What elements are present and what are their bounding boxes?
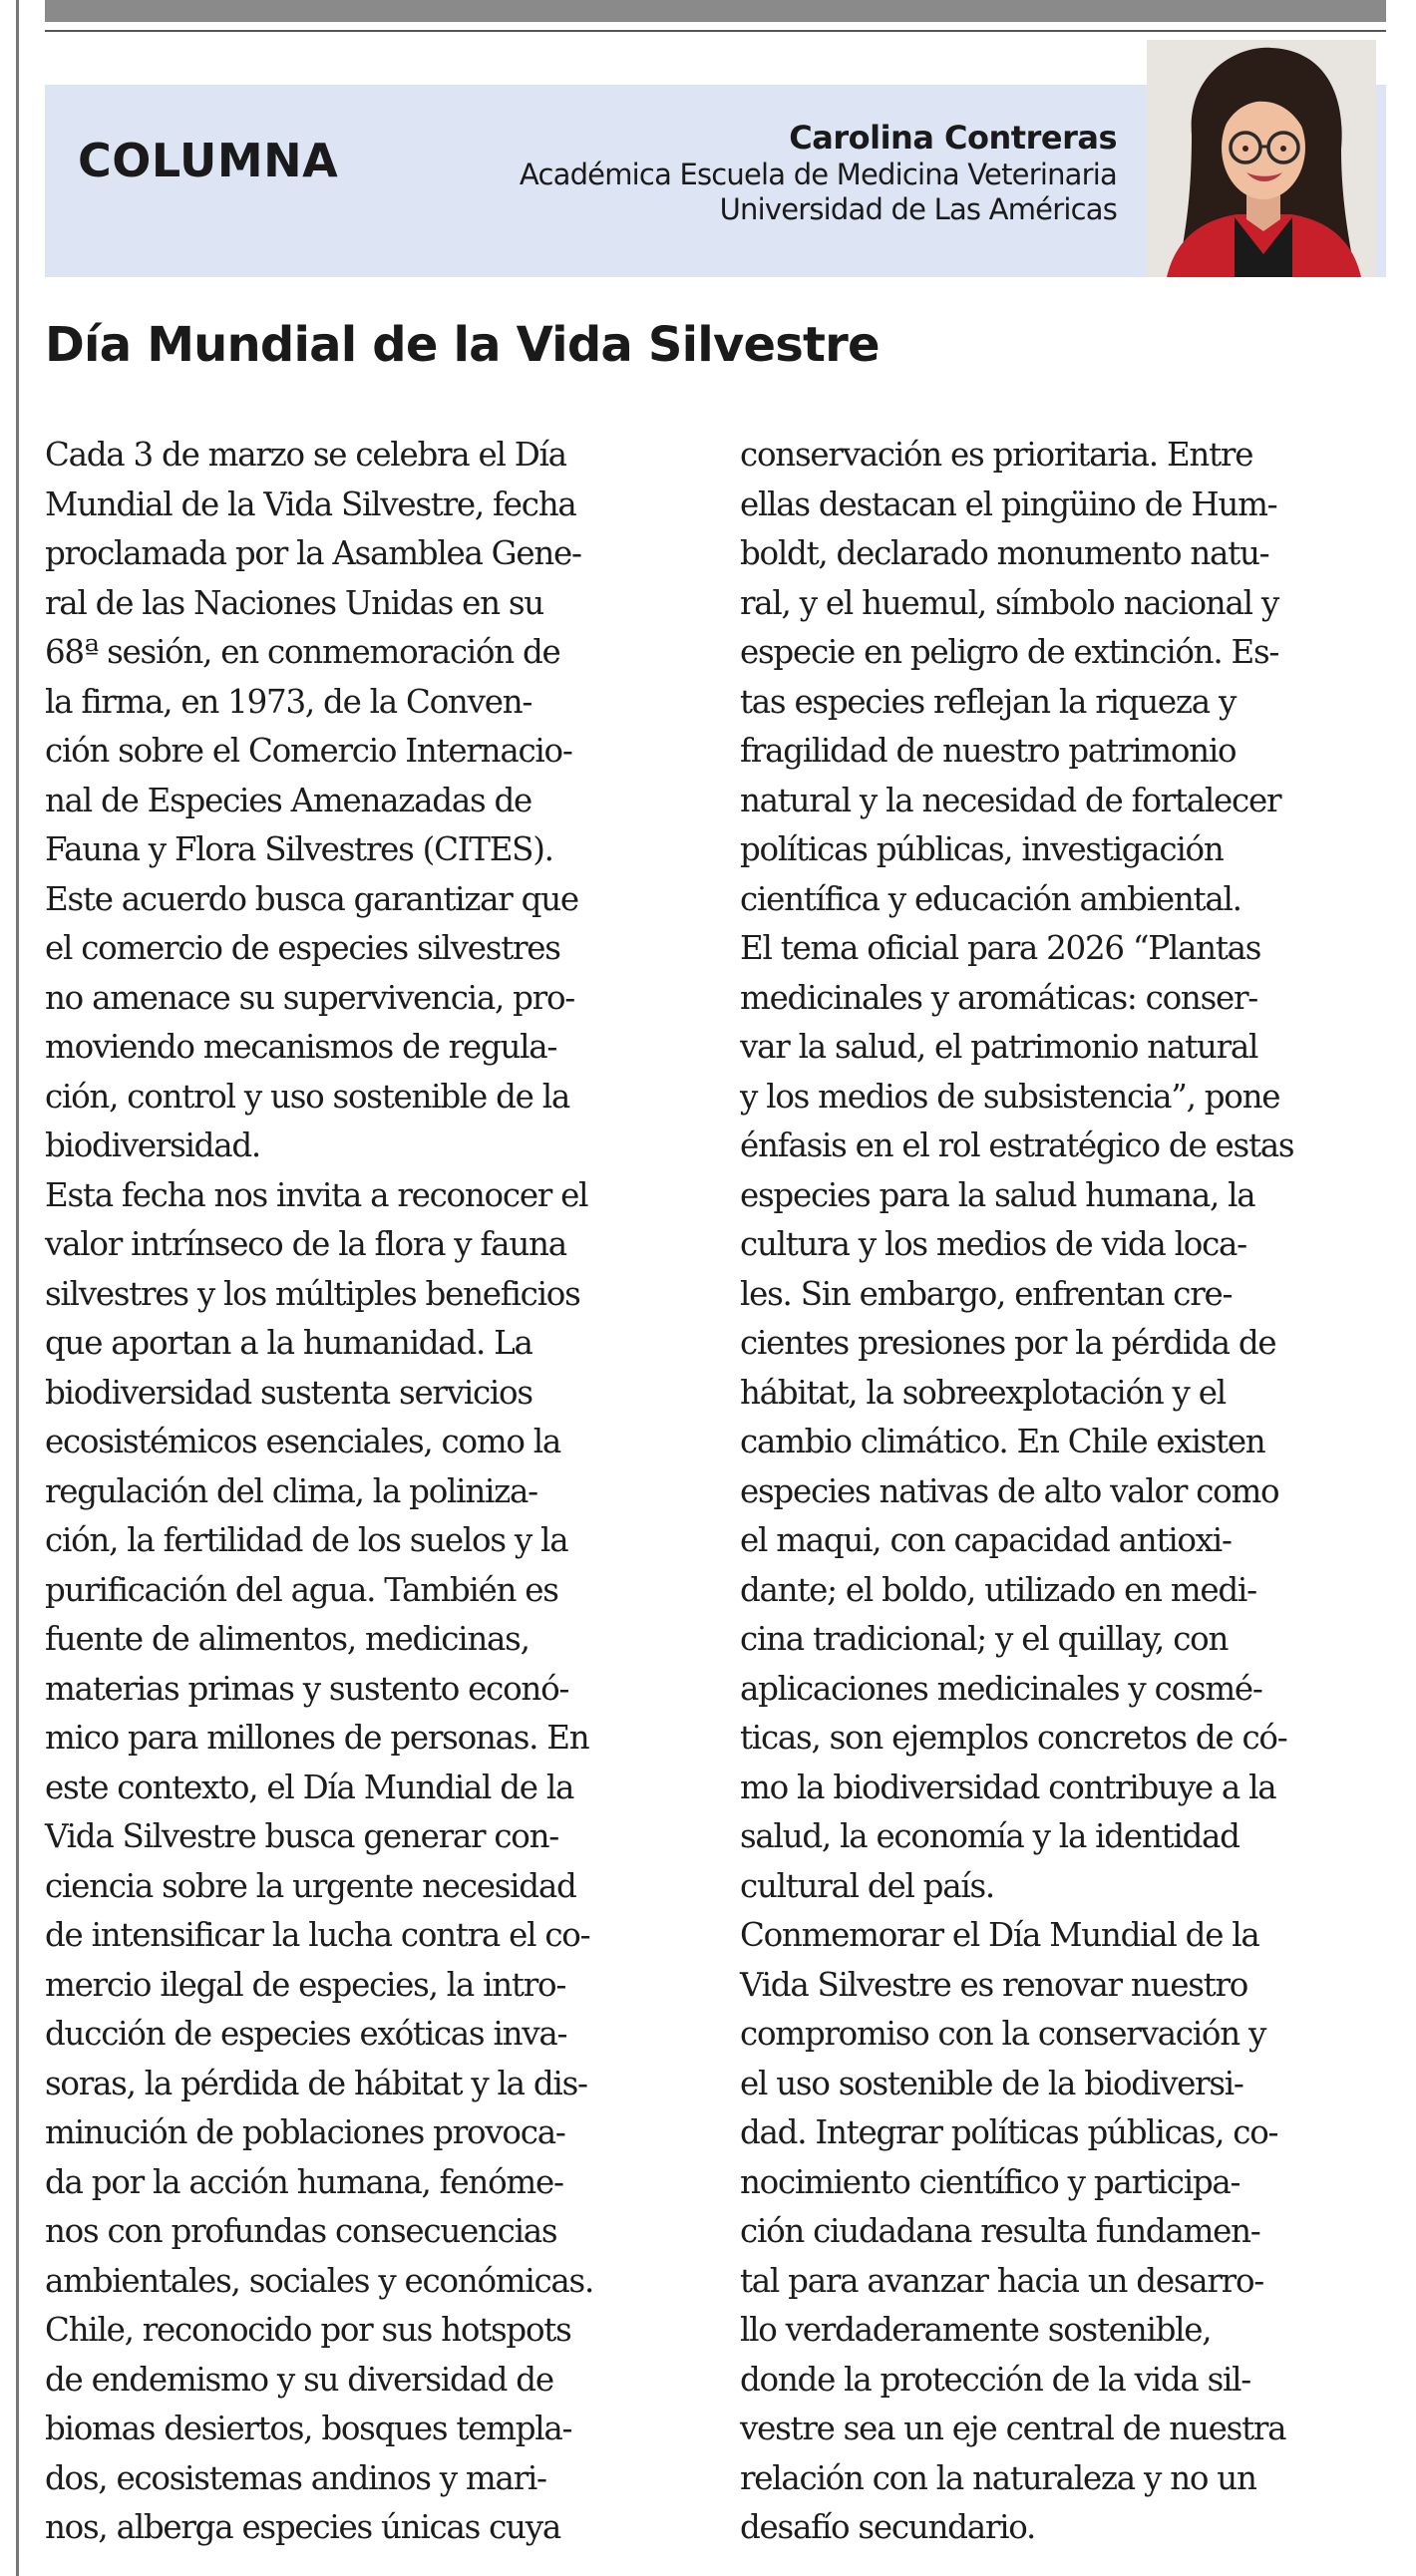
article-text-line: purificación del agua. También es bbox=[45, 1570, 558, 1609]
article-text-line: regulación del clima, la poliniza- bbox=[45, 1471, 537, 1510]
article-text-line: cultura y los medios de vida loca- bbox=[740, 1225, 1246, 1263]
article-column-left bbox=[45, 431, 683, 2553]
article-text-line: ticas, son ejemplos concretos de có- bbox=[740, 1719, 1287, 1757]
article-text-line: el maqui, con capacidad antioxi- bbox=[740, 1521, 1232, 1559]
author-title: Académica Escuela de Medicina Veterinaria bbox=[519, 158, 1117, 191]
author-portrait-photo bbox=[1147, 40, 1376, 277]
article-text-line: que aportan a la humanidad. La bbox=[45, 1324, 532, 1362]
article-text-line: biodiversidad sustenta servicios bbox=[45, 1373, 532, 1412]
article-text-line: biomas desiertos, bosques templa- bbox=[45, 2410, 572, 2447]
article-text-line: políticas públicas, investigación bbox=[740, 830, 1224, 868]
article-text-line: mo la biodiversidad contribuye a la bbox=[740, 1768, 1276, 1806]
article-text-line: mico para millones de personas. En bbox=[45, 1719, 589, 1757]
article-text-line: el comercio de especies silvestres bbox=[45, 929, 560, 967]
article-text-line: natural y la necesidad de fortalecer bbox=[740, 781, 1281, 819]
article-text-line: fragilidad de nuestro patrimonio bbox=[740, 732, 1237, 770]
article-text-line: Esta fecha nos invita a reconocer el bbox=[45, 1175, 588, 1214]
article-text-line: especies nativas de alto valor como bbox=[740, 1471, 1279, 1510]
article-text-line: tas especies reflejan la riqueza y bbox=[740, 682, 1237, 721]
author-institution: Universidad de Las Américas bbox=[719, 192, 1117, 226]
article-text-line: de intensificar la lucha contra el co- bbox=[45, 1916, 590, 1954]
article-text-line: nos con profundas consecuencias bbox=[45, 2212, 557, 2250]
article-text-line: cina tradicional; y el quillay, con bbox=[740, 1620, 1229, 1658]
article-text-line: biodiversidad. bbox=[45, 1127, 260, 1164]
article-text-line: valor intrínseco de la flora y fauna bbox=[45, 1225, 566, 1263]
article-text-line: Este acuerdo busca garantizar que bbox=[45, 879, 578, 918]
article-text-line: donde la protección de la vida sil- bbox=[740, 2360, 1251, 2399]
page-edge-rule bbox=[16, 0, 19, 2576]
article-text-line: ral, y el huemul, símbolo nacional y bbox=[740, 583, 1278, 622]
article-text-line: proclamada por la Asamblea Gene- bbox=[45, 534, 581, 572]
article-text-line: Fauna y Flora Silvestres (CITES). bbox=[45, 830, 553, 868]
article-text-line: énfasis en el rol estratégico de estas bbox=[740, 1127, 1294, 1164]
article-text-line: ral de las Naciones Unidas en su bbox=[45, 583, 543, 622]
portrait-icon bbox=[1147, 40, 1376, 277]
article-text-line: var la salud, el patrimonio natural bbox=[740, 1028, 1258, 1066]
article-text-line: ción, la fertilidad de los suelos y la bbox=[45, 1521, 568, 1559]
article-text-line: cultural del país. bbox=[740, 1866, 995, 1905]
article-text-line: relación con la naturaleza y no un bbox=[740, 2458, 1256, 2497]
article-text-line: el uso sostenible de la biodiversi- bbox=[740, 2064, 1243, 2102]
article-text-line: Vida Silvestre es renovar nuestro bbox=[740, 1965, 1248, 2004]
article-text-line: cambio climático. En Chile existen bbox=[740, 1423, 1265, 1460]
article-column-right bbox=[740, 431, 1378, 2553]
article-text-line: 68ª sesión, en conmemoración de bbox=[45, 633, 560, 671]
article-text-line: no amenace su supervivencia, pro- bbox=[45, 978, 575, 1017]
article-text-line: Conmemorar el Día Mundial de la bbox=[740, 1916, 1259, 1954]
article-text-line: especie en peligro de extinción. Es- bbox=[740, 633, 1279, 671]
article-text-line: de endemismo y su diversidad de bbox=[45, 2360, 553, 2399]
article-text-line: ecosistémicos esenciales, como la bbox=[45, 1423, 561, 1460]
article-text-line: este contexto, el Día Mundial de la bbox=[45, 1768, 574, 1806]
article-text-line: la firma, en 1973, de la Conven- bbox=[45, 682, 532, 721]
article-text-line: desafío secundario. bbox=[740, 2508, 1036, 2546]
section-label: COLUMNA bbox=[78, 134, 339, 187]
article-text-line: dos, ecosistemas andinos y mari- bbox=[45, 2458, 546, 2497]
article-text-line: soras, la pérdida de hábitat y la dis- bbox=[45, 2064, 587, 2102]
article-text-line: ción ciudadana resulta fundamen- bbox=[740, 2212, 1260, 2250]
article-text-line: dante; el boldo, utilizado en medi- bbox=[740, 1570, 1256, 1609]
article-text-line: fuente de alimentos, medicinas, bbox=[45, 1620, 530, 1658]
top-gray-bar bbox=[45, 0, 1386, 22]
top-divider bbox=[45, 30, 1386, 32]
author-byline bbox=[520, 118, 1117, 227]
article-text-line: materias primas y sustento econó- bbox=[45, 1669, 569, 1708]
article-text-line: conservación es prioritaria. Entre bbox=[740, 436, 1253, 474]
article-text-line: Chile, reconocido por sus hotspots bbox=[45, 2311, 571, 2349]
article-text-line: ellas destacan el pingüino de Hum- bbox=[740, 484, 1277, 523]
article-text-line: moviendo mecanismos de regula- bbox=[45, 1028, 557, 1066]
article-text-line: mercio ilegal de especies, la intro- bbox=[45, 1965, 566, 2004]
author-name: Carolina Contreras bbox=[789, 119, 1117, 157]
article-text-line: medicinales y aromáticas: conser- bbox=[740, 978, 1258, 1017]
article-text-line: llo verdaderamente sostenible, bbox=[740, 2311, 1212, 2349]
article-text-line: Vida Silvestre busca generar con- bbox=[45, 1817, 559, 1855]
article-text-line: vestre sea un eje central de nuestra bbox=[740, 2410, 1286, 2447]
article-text-line: ciencia sobre la urgente necesidad bbox=[45, 1866, 576, 1905]
article-text-line: compromiso con la conservación y bbox=[740, 2015, 1266, 2053]
article-text-line: nal de Especies Amenazadas de bbox=[45, 781, 531, 819]
article-text-line: aplicaciones medicinales y cosmé- bbox=[740, 1669, 1262, 1708]
article-text-line: El tema oficial para 2026 “Plantas bbox=[740, 929, 1261, 967]
article-text-line: da por la acción humana, fenóme- bbox=[45, 2162, 563, 2201]
article-text-line: cientes presiones por la pérdida de bbox=[740, 1324, 1276, 1362]
article-text-line: especies para la salud humana, la bbox=[740, 1175, 1255, 1214]
article-text-line: científica y educación ambiental. bbox=[740, 879, 1241, 918]
article-text-line: dad. Integrar políticas públicas, co- bbox=[740, 2113, 1278, 2151]
article-text-line: y los medios de subsistencia”, pone bbox=[740, 1077, 1280, 1116]
article-text-line: salud, la economía y la identidad bbox=[740, 1817, 1239, 1855]
article-text-line: les. Sin embargo, enfrentan cre- bbox=[740, 1274, 1233, 1313]
article-text-line: ción, control y uso sostenible de la bbox=[45, 1077, 569, 1116]
article-text-line: Cada 3 de marzo se celebra el Día bbox=[45, 436, 566, 474]
article-text-line: hábitat, la sobreexplotación y el bbox=[740, 1373, 1226, 1412]
article-text-line: silvestres y los múltiples beneficios bbox=[45, 1274, 580, 1313]
article-text-line: nocimiento científico y participa- bbox=[740, 2162, 1240, 2201]
article-text-line: ambientales, sociales y económicas. bbox=[45, 2261, 594, 2300]
article-text-line: Mundial de la Vida Silvestre, fecha bbox=[45, 484, 576, 523]
article-text-line: nos, alberga especies únicas cuya bbox=[45, 2508, 560, 2546]
article-text-line: boldt, declarado monumento natu- bbox=[740, 534, 1269, 572]
article-text-line: ducción de especies exóticas inva- bbox=[45, 2015, 567, 2053]
article-text-line: minución de poblaciones provoca- bbox=[45, 2113, 565, 2151]
article-headline: Día Mundial de la Vida Silvestre bbox=[45, 317, 880, 373]
article-text-line: tal para avanzar hacia un desarro- bbox=[740, 2261, 1264, 2300]
article-text-line: ción sobre el Comercio Internacio- bbox=[45, 732, 572, 770]
